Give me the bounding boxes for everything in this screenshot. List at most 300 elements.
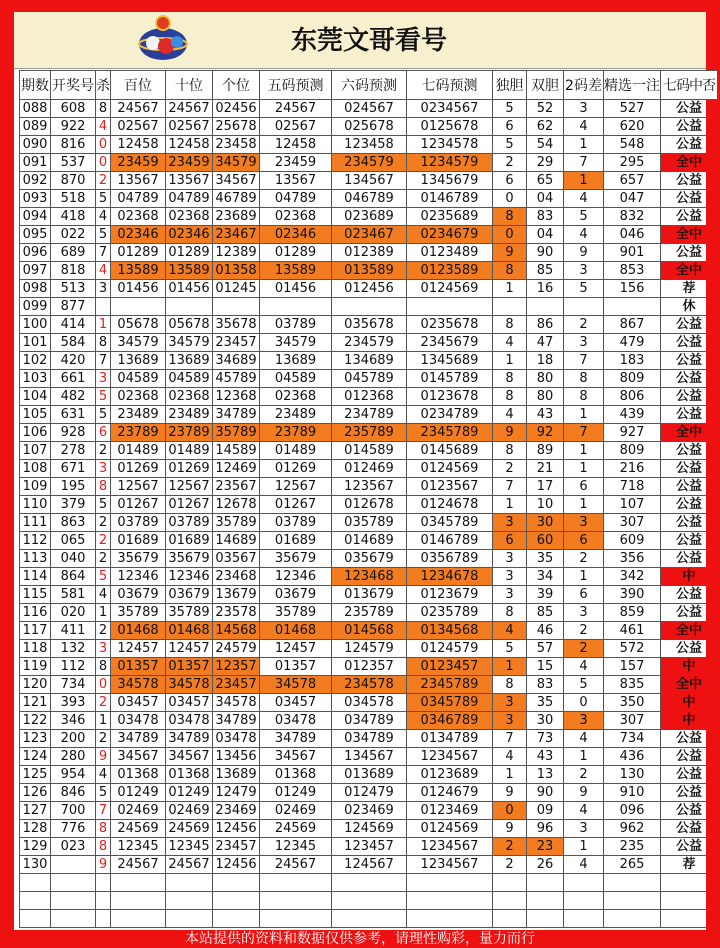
seven-code-cell: 0346789 [407, 712, 493, 730]
tens-cell: 12345 [166, 838, 213, 856]
kill-digit-cell: 8 [96, 838, 111, 856]
seven-code-result-cell: 公益 [661, 496, 718, 514]
col-header: 七码预测 [407, 71, 493, 100]
double-pick-cell: 13 [527, 766, 564, 784]
double-pick-cell [527, 298, 564, 316]
double-pick-cell: 85 [527, 604, 564, 622]
period-cell: 130 [20, 856, 51, 874]
units-cell: 24579 [213, 640, 260, 658]
empty-cell [213, 874, 260, 892]
seven-code-cell: 0134568 [407, 622, 493, 640]
hundreds-cell: 12345 [111, 838, 166, 856]
hundreds-cell: 35679 [111, 550, 166, 568]
tens-cell: 12458 [166, 136, 213, 154]
kill-digit-cell: 0 [96, 154, 111, 172]
seven-code-cell: 0146789 [407, 532, 493, 550]
draw-number-cell: 689 [51, 244, 96, 262]
single-pick-cell: 9 [493, 820, 527, 838]
globe-logo-icon [136, 14, 190, 64]
six-code-cell: 123458 [332, 136, 407, 154]
units-cell: 01358 [213, 262, 260, 280]
single-pick-cell: 8 [493, 208, 527, 226]
best-pick-cell: 527 [604, 100, 661, 118]
kill-digit-cell: 4 [96, 118, 111, 136]
best-pick-cell: 572 [604, 640, 661, 658]
empty-cell [166, 874, 213, 892]
tens-cell: 04789 [166, 190, 213, 208]
draw-number-cell: 537 [51, 154, 96, 172]
draw-number-cell: 482 [51, 388, 96, 406]
empty-cell [213, 910, 260, 928]
empty-table-row [20, 874, 718, 892]
units-cell: 12456 [213, 820, 260, 838]
seven-code-result-cell: 公益 [661, 532, 718, 550]
table-row [20, 586, 718, 604]
table-row [20, 190, 718, 208]
single-pick-cell: 6 [493, 172, 527, 190]
double-pick-cell: 90 [527, 244, 564, 262]
hundreds-cell: 01269 [111, 460, 166, 478]
seven-code-result-cell: 公益 [661, 640, 718, 658]
five-code-cell: 24567 [260, 856, 332, 874]
table-row [20, 118, 718, 136]
units-cell: 23457 [213, 334, 260, 352]
seven-code-result-cell: 全中 [661, 622, 718, 640]
table-row [20, 208, 718, 226]
period-cell: 123 [20, 730, 51, 748]
draw-number-cell: 280 [51, 748, 96, 766]
seven-code-cell: 2345789 [407, 676, 493, 694]
units-cell: 14589 [213, 442, 260, 460]
table-row [20, 316, 718, 334]
two-code-diff-cell: 0 [564, 694, 604, 712]
double-pick-cell: 43 [527, 748, 564, 766]
kill-digit-cell: 1 [96, 712, 111, 730]
hundreds-cell: 02346 [111, 226, 166, 244]
best-pick-cell: 265 [604, 856, 661, 874]
six-code-cell: 024567 [332, 100, 407, 118]
draw-number-cell: 863 [51, 514, 96, 532]
kill-digit-cell: 5 [96, 568, 111, 586]
five-code-cell: 13589 [260, 262, 332, 280]
best-pick-cell: 436 [604, 748, 661, 766]
units-cell: 12469 [213, 460, 260, 478]
units-cell: 12389 [213, 244, 260, 262]
period-cell: 112 [20, 532, 51, 550]
draw-number-cell: 608 [51, 100, 96, 118]
best-pick-cell: 718 [604, 478, 661, 496]
six-code-cell: 023689 [332, 208, 407, 226]
best-pick-cell: 962 [604, 820, 661, 838]
seven-code-result-cell: 中 [661, 694, 718, 712]
kill-digit-cell [96, 298, 111, 316]
period-cell: 117 [20, 622, 51, 640]
seven-code-cell: 0123489 [407, 244, 493, 262]
empty-cell [407, 910, 493, 928]
draw-number-cell: 671 [51, 460, 96, 478]
single-pick-cell: 1 [493, 280, 527, 298]
two-code-diff-cell: 3 [564, 604, 604, 622]
kill-digit-cell: 4 [96, 262, 111, 280]
tens-cell: 34567 [166, 748, 213, 766]
units-cell: 14689 [213, 532, 260, 550]
period-cell: 103 [20, 370, 51, 388]
single-pick-cell: 4 [493, 334, 527, 352]
hundreds-cell: 01249 [111, 784, 166, 802]
kill-digit-cell: 5 [96, 190, 111, 208]
period-cell: 099 [20, 298, 51, 316]
empty-cell [260, 874, 332, 892]
two-code-diff-cell: 5 [564, 280, 604, 298]
draw-number-cell: 065 [51, 532, 96, 550]
empty-cell [20, 892, 51, 910]
single-pick-cell: 9 [493, 784, 527, 802]
col-header: 十位 [166, 71, 213, 100]
seven-code-cell: 0235789 [407, 604, 493, 622]
empty-cell [661, 892, 718, 910]
single-pick-cell: 4 [493, 748, 527, 766]
empty-cell [604, 874, 661, 892]
seven-code-result-cell: 全中 [661, 676, 718, 694]
single-pick-cell: 8 [493, 676, 527, 694]
hundreds-cell: 24567 [111, 100, 166, 118]
five-code-cell: 01468 [260, 622, 332, 640]
six-code-cell: 014589 [332, 442, 407, 460]
best-pick-cell: 835 [604, 676, 661, 694]
tens-cell: 01267 [166, 496, 213, 514]
kill-digit-cell: 2 [96, 514, 111, 532]
kill-digit-cell: 2 [96, 532, 111, 550]
best-pick-cell [604, 298, 661, 316]
draw-number-cell: 846 [51, 784, 96, 802]
two-code-diff-cell: 5 [564, 676, 604, 694]
six-code-cell: 134689 [332, 352, 407, 370]
best-pick-cell: 910 [604, 784, 661, 802]
empty-cell [604, 910, 661, 928]
draw-number-cell: 393 [51, 694, 96, 712]
table-row [20, 100, 718, 118]
kill-digit-cell: 5 [96, 496, 111, 514]
tens-cell: 34578 [166, 676, 213, 694]
seven-code-cell: 0234679 [407, 226, 493, 244]
draw-number-cell: 734 [51, 676, 96, 694]
units-cell: 23567 [213, 478, 260, 496]
five-code-cell: 02346 [260, 226, 332, 244]
seven-code-cell: 0123689 [407, 766, 493, 784]
table-row [20, 838, 718, 856]
double-pick-cell: 60 [527, 532, 564, 550]
table-row [20, 244, 718, 262]
draw-number-cell: 954 [51, 766, 96, 784]
empty-cell [661, 874, 718, 892]
table-row [20, 154, 718, 172]
table-row [20, 388, 718, 406]
table-row [20, 298, 718, 316]
kill-digit-cell: 1 [96, 316, 111, 334]
tens-cell: 01456 [166, 280, 213, 298]
hundreds-cell: 01456 [111, 280, 166, 298]
empty-cell [604, 892, 661, 910]
single-pick-cell: 2 [493, 154, 527, 172]
seven-code-cell: 0145689 [407, 442, 493, 460]
single-pick-cell: 3 [493, 550, 527, 568]
units-cell: 34789 [213, 712, 260, 730]
units-cell: 34578 [213, 694, 260, 712]
period-cell: 119 [20, 658, 51, 676]
best-pick-cell: 809 [604, 442, 661, 460]
draw-number-cell: 816 [51, 136, 96, 154]
five-code-cell: 01368 [260, 766, 332, 784]
double-pick-cell: 17 [527, 478, 564, 496]
draw-number-cell: 877 [51, 298, 96, 316]
best-pick-cell: 809 [604, 370, 661, 388]
kill-digit-cell: 7 [96, 352, 111, 370]
tens-cell: 23489 [166, 406, 213, 424]
hundreds-cell: 34578 [111, 676, 166, 694]
five-code-cell: 01289 [260, 244, 332, 262]
draw-number-cell: 513 [51, 280, 96, 298]
period-cell: 113 [20, 550, 51, 568]
two-code-diff-cell [564, 298, 604, 316]
two-code-diff-cell: 4 [564, 190, 604, 208]
kill-digit-cell: 4 [96, 586, 111, 604]
units-cell: 34579 [213, 154, 260, 172]
best-pick-cell: 046 [604, 226, 661, 244]
double-pick-cell: 47 [527, 334, 564, 352]
kill-digit-cell: 2 [96, 172, 111, 190]
best-pick-cell: 216 [604, 460, 661, 478]
units-cell: 23457 [213, 676, 260, 694]
best-pick-cell: 609 [604, 532, 661, 550]
empty-cell [96, 910, 111, 928]
period-cell: 107 [20, 442, 51, 460]
units-cell: 02456 [213, 100, 260, 118]
units-cell: 45789 [213, 370, 260, 388]
single-pick-cell [493, 298, 527, 316]
hundreds-cell: 05678 [111, 316, 166, 334]
hundreds-cell: 03478 [111, 712, 166, 730]
seven-code-result-cell: 公益 [661, 748, 718, 766]
best-pick-cell: 047 [604, 190, 661, 208]
table-row [20, 406, 718, 424]
five-code-cell: 12458 [260, 136, 332, 154]
units-cell: 23469 [213, 802, 260, 820]
table-row [20, 442, 718, 460]
seven-code-result-cell: 公益 [661, 208, 718, 226]
single-pick-cell: 5 [493, 136, 527, 154]
five-code-cell: 13567 [260, 172, 332, 190]
five-code-cell: 04789 [260, 190, 332, 208]
two-code-diff-cell: 1 [564, 406, 604, 424]
six-code-cell: 012368 [332, 388, 407, 406]
units-cell: 34689 [213, 352, 260, 370]
best-pick-cell: 157 [604, 658, 661, 676]
draw-number-cell: 418 [51, 208, 96, 226]
units-cell: 23468 [213, 568, 260, 586]
tens-cell: 01269 [166, 460, 213, 478]
seven-code-result-cell: 公益 [661, 514, 718, 532]
six-code-cell: 012678 [332, 496, 407, 514]
period-cell: 116 [20, 604, 51, 622]
two-code-diff-cell: 1 [564, 748, 604, 766]
six-code-cell: 013589 [332, 262, 407, 280]
empty-cell [493, 910, 527, 928]
draw-number-cell: 581 [51, 586, 96, 604]
period-cell: 091 [20, 154, 51, 172]
page-title: 东莞文哥看号 [290, 26, 447, 56]
single-pick-cell: 1 [493, 352, 527, 370]
two-code-diff-cell: 2 [564, 316, 604, 334]
table-row [20, 280, 718, 298]
double-pick-cell: 92 [527, 424, 564, 442]
two-code-diff-cell: 3 [564, 262, 604, 280]
seven-code-result-cell: 公益 [661, 118, 718, 136]
best-pick-cell: 307 [604, 712, 661, 730]
double-pick-cell: 83 [527, 208, 564, 226]
empty-cell [111, 892, 166, 910]
tens-cell: 01357 [166, 658, 213, 676]
five-code-cell: 35679 [260, 550, 332, 568]
draw-number-cell: 023 [51, 838, 96, 856]
seven-code-result-cell: 公益 [661, 316, 718, 334]
left-frame-bar [0, 0, 14, 948]
table-row [20, 334, 718, 352]
tens-cell: 02368 [166, 208, 213, 226]
single-pick-cell: 4 [493, 406, 527, 424]
five-code-cell: 01456 [260, 280, 332, 298]
table-row [20, 496, 718, 514]
kill-digit-cell: 8 [96, 478, 111, 496]
tens-cell: 04589 [166, 370, 213, 388]
hundreds-cell: 01357 [111, 658, 166, 676]
double-pick-cell: 35 [527, 694, 564, 712]
kill-digit-cell: 9 [96, 748, 111, 766]
empty-cell [51, 910, 96, 928]
draw-number-cell: 195 [51, 478, 96, 496]
single-pick-cell: 2 [493, 856, 527, 874]
empty-cell [527, 910, 564, 928]
period-cell: 098 [20, 280, 51, 298]
double-pick-cell: 30 [527, 712, 564, 730]
six-code-cell: 012389 [332, 244, 407, 262]
draw-number-cell: 278 [51, 442, 96, 460]
page-header [14, 12, 706, 69]
tens-cell: 01249 [166, 784, 213, 802]
period-cell: 111 [20, 514, 51, 532]
period-cell: 100 [20, 316, 51, 334]
best-pick-cell: 548 [604, 136, 661, 154]
six-code-cell: 035679 [332, 550, 407, 568]
five-code-cell: 01249 [260, 784, 332, 802]
empty-cell [527, 874, 564, 892]
tens-cell: 13567 [166, 172, 213, 190]
double-pick-cell: 86 [527, 316, 564, 334]
seven-code-cell: 0123679 [407, 586, 493, 604]
table-row [20, 784, 718, 802]
empty-cell [20, 910, 51, 928]
six-code-cell: 034789 [332, 730, 407, 748]
units-cell: 25678 [213, 118, 260, 136]
two-code-diff-cell: 2 [564, 550, 604, 568]
double-pick-cell: 85 [527, 262, 564, 280]
table-row [20, 226, 718, 244]
kill-digit-cell: 2 [96, 694, 111, 712]
col-header: 期数 [20, 71, 51, 100]
units-cell: 23457 [213, 838, 260, 856]
col-header: 开奖号 [51, 71, 96, 100]
five-code-cell: 23789 [260, 424, 332, 442]
kill-digit-cell: 6 [96, 424, 111, 442]
five-code-cell: 24569 [260, 820, 332, 838]
single-pick-cell: 0 [493, 190, 527, 208]
five-code-cell: 23459 [260, 154, 332, 172]
five-code-cell: 04589 [260, 370, 332, 388]
tens-cell: 23459 [166, 154, 213, 172]
two-code-diff-cell: 3 [564, 100, 604, 118]
seven-code-result-cell: 公益 [661, 802, 718, 820]
kill-digit-cell: 8 [96, 100, 111, 118]
best-pick-cell: 461 [604, 622, 661, 640]
six-code-cell: 014689 [332, 532, 407, 550]
kill-digit-cell: 4 [96, 766, 111, 784]
five-code-cell: 01689 [260, 532, 332, 550]
five-code-cell: 02368 [260, 208, 332, 226]
tens-cell: 24569 [166, 820, 213, 838]
two-code-diff-cell: 7 [564, 352, 604, 370]
table-row [20, 712, 718, 730]
tens-cell: 03789 [166, 514, 213, 532]
five-code-cell: 03457 [260, 694, 332, 712]
empty-table-row [20, 910, 718, 928]
seven-code-cell: 1234678 [407, 568, 493, 586]
seven-code-cell: 1234567 [407, 856, 493, 874]
five-code-cell: 02469 [260, 802, 332, 820]
five-code-cell: 13689 [260, 352, 332, 370]
period-cell: 128 [20, 820, 51, 838]
six-code-cell: 234578 [332, 676, 407, 694]
five-code-cell: 01489 [260, 442, 332, 460]
seven-code-result-cell: 公益 [661, 838, 718, 856]
period-cell: 092 [20, 172, 51, 190]
period-cell: 115 [20, 586, 51, 604]
units-cell: 03567 [213, 550, 260, 568]
seven-code-result-cell: 全中 [661, 226, 718, 244]
five-code-cell: 12567 [260, 478, 332, 496]
best-pick-cell: 806 [604, 388, 661, 406]
double-pick-cell: 30 [527, 514, 564, 532]
units-cell: 35789 [213, 514, 260, 532]
best-pick-cell: 156 [604, 280, 661, 298]
hundreds-cell: 13567 [111, 172, 166, 190]
single-pick-cell: 8 [493, 442, 527, 460]
seven-code-result-cell: 荐 [661, 856, 718, 874]
table-row [20, 136, 718, 154]
draw-number-cell: 700 [51, 802, 96, 820]
draw-number-cell: 631 [51, 406, 96, 424]
six-code-cell: 235789 [332, 604, 407, 622]
six-code-cell: 035678 [332, 316, 407, 334]
units-cell: 35789 [213, 424, 260, 442]
best-pick-cell: 350 [604, 694, 661, 712]
table-row [20, 550, 718, 568]
double-pick-cell: 43 [527, 406, 564, 424]
table-header-row [20, 71, 718, 100]
six-code-cell: 035789 [332, 514, 407, 532]
seven-code-cell: 2345679 [407, 334, 493, 352]
seven-code-cell: 0145789 [407, 370, 493, 388]
seven-code-cell: 1234579 [407, 154, 493, 172]
hundreds-cell [111, 298, 166, 316]
